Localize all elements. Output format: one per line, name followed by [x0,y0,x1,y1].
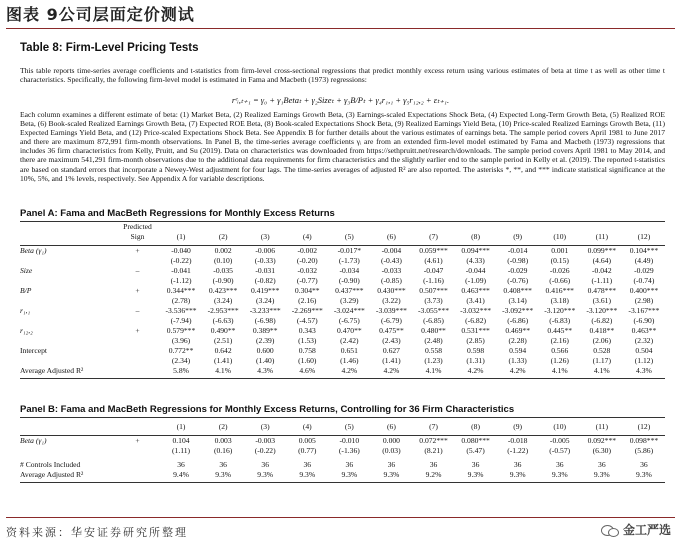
tstat-cell: (3.14) [508,296,527,305]
coef-cell: 0.475** [379,326,404,335]
tstat-cell: (1.46) [340,356,359,365]
row-label: Beta (γ₁) [20,246,47,255]
controls-row [20,460,665,470]
coef-cell: 0.003 [214,436,232,445]
tstat-cell: (3.29) [340,296,359,305]
tstat-cell: (-6.82) [465,316,487,325]
tstat-cell: (-1.73) [338,256,360,265]
tstat-cell: (-0.77) [296,276,318,285]
coef-cell: 0.490** [210,326,236,335]
coef-cell: 0.445** [547,326,573,335]
coef-cell: -0.010 [339,436,360,445]
table-row [20,326,665,336]
coef-cell: -0.006 [255,246,275,255]
coef-cell: -3.233*** [249,306,281,315]
predicted-sign: + [135,246,140,255]
tstat-cell: (2.42) [340,336,359,345]
coef-cell: 0.504 [635,346,653,355]
coef-cell: -0.032 [297,266,318,275]
coef-cell: -0.029 [634,266,654,275]
figure-title: 图表 9公司层面定价测试 [6,5,195,24]
brand-name: 金工严选 [622,523,671,537]
coef-cell: -0.029 [507,266,528,275]
tstat-cell: (-0.66) [549,276,571,285]
row-label: Size [20,266,33,275]
coef-cell: 0.344*** [166,286,196,295]
tstat-cell: (-6.83) [549,316,571,325]
r2-cell: 9.3% [593,470,610,479]
intro-paragraph: This table reports time-series average coefficients and t-statistics from firm-level cross-sectional regressions that predict monthly excess return using various estimates of beta at time t as well as other time t characteristics. Specifically, the following firm-level model is estimated in Fama and Macbeth (1973) regressions: [20,66,665,85]
tstat-cell: (2.32) [634,336,654,345]
tstat-cell: (3.18) [550,296,569,305]
column-header: (5) [344,232,354,241]
tstat-cell: (-0.76) [507,276,529,285]
controls-cell: 36 [177,460,185,469]
column-header: (12) [637,422,651,431]
table-row [20,286,665,296]
table-title: Table 8: Firm-Level Pricing Tests [20,42,199,54]
tstat-cell: (-6.86) [507,316,529,325]
regression-equation: rᵉᵢ,ₜ₊₁ = γ₀ + γ₁Betaₜ + γ₂Sizeₜ + γ₃B/Pₜ + γ₄r₁,₁ + γ₅r₁₂,₂ + εₜ₊₁. [231,95,450,105]
tstat-cell: (1.53) [298,336,317,345]
row-label: r₁,₁ [20,306,31,315]
coef-cell: 0.419*** [250,286,280,295]
coef-cell: 0.001 [551,246,569,255]
tstat-cell: (2.34) [171,356,191,365]
tstat-cell: (-0.57) [549,446,571,455]
column-header: (2) [218,422,228,431]
coef-cell: -0.033 [381,266,402,275]
coef-cell: 0.651 [340,346,358,355]
tstat-cell: (3.24) [213,296,233,305]
tstat-row [20,256,665,266]
table-row [20,246,665,257]
coef-cell: 0.600 [256,346,274,355]
tstat-cell: (1.23) [424,356,443,365]
coef-cell: 0.423*** [208,286,238,295]
controls-cell: 36 [303,460,312,469]
tstat-cell: (2.16) [298,296,317,305]
tstat-row [20,316,665,326]
r2-cell: 9.3% [341,470,358,479]
tstat-cell: (-1.16) [423,276,444,285]
r2-cell: 9.3% [509,470,526,479]
controls-cell: 36 [513,460,522,469]
r2-cell: 9.3% [467,470,484,479]
tstat-cell: (-6.82) [591,316,613,325]
r2-cell: 9.2% [425,470,442,479]
coef-cell: 0.579*** [166,326,196,335]
coef-cell: 0.094*** [461,246,490,255]
r2-cell: 9.3% [383,470,400,479]
coef-cell: -3.120*** [586,306,618,315]
tstat-cell: (-0.22) [254,446,276,455]
coef-cell: -0.042 [592,266,612,275]
tstat-cell: (1.33) [508,356,527,365]
table-header-row [20,232,665,242]
tstat-cell: (1.41) [382,356,401,365]
controls-cell: 36 [471,460,480,469]
predicted-sign [115,346,160,356]
coef-cell: 0.408*** [503,286,532,295]
r2-cell: 4.1% [551,366,568,375]
tstat-cell: (4.33) [466,256,485,265]
coef-cell: 0.005 [298,436,316,445]
coef-cell: 0.469** [505,326,530,335]
panel-b-table [20,422,665,483]
tstat-cell: (-0.43) [380,256,402,265]
coef-cell: -0.004 [381,246,402,255]
tstat-cell: (-6.98) [254,316,276,325]
tstat-cell: (2.28) [508,336,527,345]
tstat-cell: (-6.90) [633,316,655,325]
coef-cell: 0.463*** [461,286,490,295]
brand-logo [601,521,671,538]
r2-cell: 4.2% [467,366,484,375]
r2-cell: 9.3% [551,470,568,479]
tstat-cell: (3.41) [466,296,485,305]
r2-cell: 9.3% [257,470,274,479]
panel-a-table [20,222,665,379]
tstat-cell: (3.96) [171,336,191,345]
table-row [20,436,665,447]
controls-cell: 36 [640,460,648,469]
tstat-cell: (-0.90) [212,276,234,285]
tstat-cell: (1.11) [172,446,191,455]
row-label: B/P [20,286,32,295]
report-header [6,2,675,29]
column-header: (10) [553,232,567,241]
coef-cell: 0.627 [382,346,400,355]
column-header: (7) [429,422,438,431]
tstat-cell: (0.15) [550,256,569,265]
column-header: (11) [595,422,608,431]
r2-cell: 5.8% [173,366,189,375]
coef-cell: 0.104 [172,436,190,445]
row-label: r₁₂,₂ [20,326,33,335]
coef-cell: -0.026 [549,266,570,275]
r2-cell: 4.1% [425,366,442,375]
tstat-cell: (-4.57) [296,316,318,325]
coef-cell: -0.017* [337,246,362,255]
report-footer [6,517,675,546]
coef-cell: -0.034 [339,266,360,275]
tstat-cell: (4.49) [634,256,654,265]
tstat-cell: (1.41) [213,356,233,365]
predicted-sign: + [135,326,140,335]
coef-cell: 0.566 [551,346,569,355]
coef-cell: -3.167*** [628,306,660,315]
tstat-cell: (2.16) [550,336,569,345]
r2-cell: 9.3% [299,470,316,479]
description-paragraph: Each column examines a different estimate of beta: (1) Market Beta, (2) Realized Earnings Growth Beta, (3) Earnings-scaled Expectations Shock Beta, (4) Expected Long-Term Growth Beta, (5) Realized ROE Beta, (6) Book-scaled Realized Earnings Growth Beta, (7) Expected ROE Beta, (8) Book-scaled Expectations Shock Beta, (9) Realized Earnings Yield Beta, (10) Price-scaled Realized Earnings Growth Beta, (11) Expected Earnings Yield Beta, and (12) Price-scaled Expectations Shock Beta. See Appendix B for further details about the various estimates of earnings beta. The sample period covers April 1981 to June 2017 and there are maximum 872,991 firm-month observations. In Panel B, the time-series average coefficients γᵢ are from an extended firm-level model estimated by Fama and Macbeth (1973) regressions that includes 36 firm characteristics from Kelly, Pruitt, and Su (2019). Data on characteristics was downloaded from https://sethpruitt.net/research/downloads. The sample period covers April 1981 to May 2014, and there are maximum 541,291 firm-month observations due to the additional data requirements for firm characteristics and the slightly earlier end to the sample period in Kelly et al. (2019). The reported t-statistics are based on standard errors that incorporate a Newey-West adjustment for four lags. The time-series averages of adjusted R² are also reported. The asterisks *, **, and *** indicate statistical significance at the 10%, 5%, and 1% levels, respectively. See Appendix A for variable descriptions. [20,110,665,183]
coef-cell: 0.642 [214,346,232,355]
column-header: (7) [429,232,438,241]
tstat-cell: (2.85) [466,336,485,345]
coef-cell: -0.018 [507,436,528,445]
coef-cell: 0.099*** [587,246,617,255]
coef-cell: 0.480** [421,326,446,335]
coef-cell: 0.463** [631,326,657,335]
tstat-cell: (-0.20) [296,256,318,265]
tstat-cell: (1.26) [550,356,569,365]
tstat-cell: (-6.79) [380,316,402,325]
tstat-cell: (-0.74) [633,276,655,285]
r2-cell: 4.2% [341,366,358,375]
controls-cell: 36 [429,460,438,469]
column-header: (4) [302,232,312,241]
r2-cell: 9.4% [173,470,189,479]
coef-cell: -0.002 [297,246,318,255]
source-note: 资料来源：华安证券研究所整理 [6,526,188,539]
predicted-sign: + [135,436,140,445]
row-label: Beta (γ₁) [20,436,47,445]
sign-label: Sign [130,232,145,241]
coef-cell: 0.418** [589,326,615,335]
column-header: (3) [260,232,270,241]
tstat-cell: (3.22) [382,296,401,305]
rule [20,417,665,418]
controls-cell: 36 [261,460,269,469]
r2-cell: 4.2% [509,366,526,375]
panel-a-title: Panel A: Fama and MacBeth Regressions for Monthly Excess Returns [20,208,335,219]
column-header: (6) [387,232,396,241]
coef-cell: 0.507*** [419,286,448,295]
tstat-cell: (-7.94) [170,316,192,325]
coef-cell: 0.002 [214,246,232,255]
tstat-cell: (-0.82) [254,276,276,285]
coef-cell: -0.003 [255,436,275,445]
coef-cell: 0.416*** [545,286,574,295]
coef-cell: 0.430*** [377,286,406,295]
tstat-cell: (-0.85) [380,276,402,285]
column-header: (11) [595,232,608,241]
controls-cell: 36 [345,460,354,469]
coef-cell: 0.104*** [629,246,659,255]
coef-cell: 0.059*** [419,246,448,255]
r2-label: Average Adjusted R² [20,366,84,375]
tstat-row [20,336,665,346]
column-header: (5) [344,422,354,431]
coef-cell: -0.041 [171,266,191,275]
column-header: (6) [387,422,396,431]
coef-cell: -2.269*** [291,306,323,315]
coef-cell: -0.040 [171,246,191,255]
predicted-label: Predicted [123,222,152,231]
coef-cell: -3.039*** [375,306,407,315]
column-header: (12) [637,232,651,241]
tstat-cell: (0.03) [382,446,401,455]
column-header: (4) [302,422,312,431]
table-header-row [20,422,665,432]
coef-cell: -0.047 [423,266,444,275]
coef-cell: -0.005 [549,436,570,445]
tstat-cell: (6.30) [592,446,611,455]
coef-cell: 0.528 [593,346,611,355]
tstat-cell: (1.60) [298,356,317,365]
coef-cell: 0.000 [382,436,400,445]
tstat-cell: (1.31) [466,356,485,365]
coef-cell: 0.758 [298,346,316,355]
tstat-cell: (8.21) [424,446,443,455]
tstat-cell: (-1.36) [338,446,360,455]
column-header: (1) [176,422,186,431]
tstat-cell: (1.40) [256,356,275,365]
tstat-cell: (2.78) [171,296,191,305]
tstat-cell: (3.24) [256,296,275,305]
tstat-cell: (0.10) [213,256,233,265]
r2-label: Average Adjusted R² [20,470,84,479]
r2-cell: 4.2% [383,366,400,375]
panel-b-title: Panel B: Fama and MacBeth Regressions for Monthly Excess Returns, Controlling for 36 Firm Characteristics [20,404,515,415]
tstat-cell: (4.64) [592,256,611,265]
coef-cell: 0.437*** [335,286,364,295]
tstat-row [20,446,665,456]
controls-cell: 36 [598,460,606,469]
tstat-cell: (5.47) [466,446,485,455]
coef-cell: 0.470** [337,326,362,335]
coef-cell: -0.044 [465,266,486,275]
coef-cell: -0.035 [213,266,233,275]
row-label: Intercept [20,346,47,355]
coef-cell: 0.598 [467,346,485,355]
r2-cell: 4.6% [299,366,316,375]
predicted-sign: + [135,286,140,295]
coef-cell: 0.400*** [629,286,659,295]
column-header: (8) [471,422,481,431]
coef-cell: 0.389** [252,326,278,335]
coef-cell: -0.014 [507,246,528,255]
table-row [20,222,665,232]
coef-cell: -3.032*** [460,306,492,315]
coef-cell: -3.120*** [544,306,576,315]
coef-cell: 0.343 [298,326,316,335]
tstat-cell: (-0.98) [507,256,529,265]
coef-cell: 0.072*** [419,436,448,445]
tstat-cell: (1.12) [634,356,654,365]
coef-cell: -0.031 [255,266,275,275]
coef-cell: -3.536*** [165,306,197,315]
r2-cell: 4.1% [215,366,232,375]
coef-cell: 0.092*** [587,436,617,445]
r2-row [20,470,665,480]
column-header: (1) [176,232,186,241]
tstat-cell: (5.86) [634,446,654,455]
column-header: (10) [553,422,567,431]
coef-cell: -3.092*** [502,306,534,315]
table-row [20,346,665,356]
tstat-cell: (-6.85) [423,316,444,325]
controls-cell: 36 [219,460,227,469]
tstat-cell: (1.17) [592,356,611,365]
coef-cell: 0.772** [168,346,194,355]
tstat-cell: (2.39) [256,336,275,345]
tstat-cell: (-6.75) [338,316,360,325]
predicted-sign: – [135,306,140,315]
r2-cell: 4.1% [593,366,610,375]
column-header: (3) [260,422,270,431]
column-header: (2) [218,232,228,241]
tstat-row [20,276,665,286]
r2-cell: 4.3% [636,366,652,375]
wechat-icon [601,523,619,537]
tstat-cell: (-0.90) [338,276,360,285]
column-header: (8) [471,232,481,241]
predicted-sign: – [135,266,140,275]
tstat-cell: (-0.22) [170,256,192,265]
column-header: (9) [513,422,523,431]
coef-cell: -3.055*** [418,306,450,315]
controls-label: # Controls Included [20,460,81,469]
controls-cell: 36 [555,460,564,469]
tstat-cell: (2.51) [213,336,233,345]
coef-cell: 0.478*** [587,286,617,295]
column-header: (9) [513,232,523,241]
tstat-cell: (-6.63) [212,316,234,325]
coef-cell: -3.024*** [333,306,365,315]
table-row [20,306,665,316]
tstat-cell: (0.16) [213,446,233,455]
tstat-cell: (2.98) [634,296,654,305]
tstat-row [20,356,665,366]
r2-row [20,366,665,376]
tstat-cell: (-1.12) [170,276,192,285]
tstat-cell: (3.73) [424,296,443,305]
coef-cell: 0.098*** [629,436,659,445]
coef-cell: 0.558 [424,346,443,355]
tstat-cell: (-0.33) [254,256,276,265]
r2-cell: 9.3% [636,470,652,479]
tstat-cell: (2.43) [382,336,401,345]
tstat-cell: (2.06) [592,336,611,345]
coef-cell: -2.953*** [207,306,239,315]
controls-cell: 36 [387,460,396,469]
tstat-cell: (2.48) [424,336,443,345]
tstat-cell: (-1.09) [465,276,487,285]
tstat-cell: (-1.11) [591,276,613,285]
coef-cell: 0.594 [509,346,527,355]
table-row [20,266,665,276]
tstat-row [20,296,665,306]
coef-cell: 0.304** [294,286,320,295]
tstat-cell: (4.61) [424,256,443,265]
tstat-cell: (-1.22) [507,446,529,455]
r2-cell: 4.3% [257,366,274,375]
coef-cell: 0.531*** [461,326,490,335]
coef-cell: 0.080*** [461,436,490,445]
tstat-cell: (0.77) [298,446,317,455]
r2-cell: 9.3% [215,470,232,479]
tstat-cell: (3.61) [592,296,611,305]
